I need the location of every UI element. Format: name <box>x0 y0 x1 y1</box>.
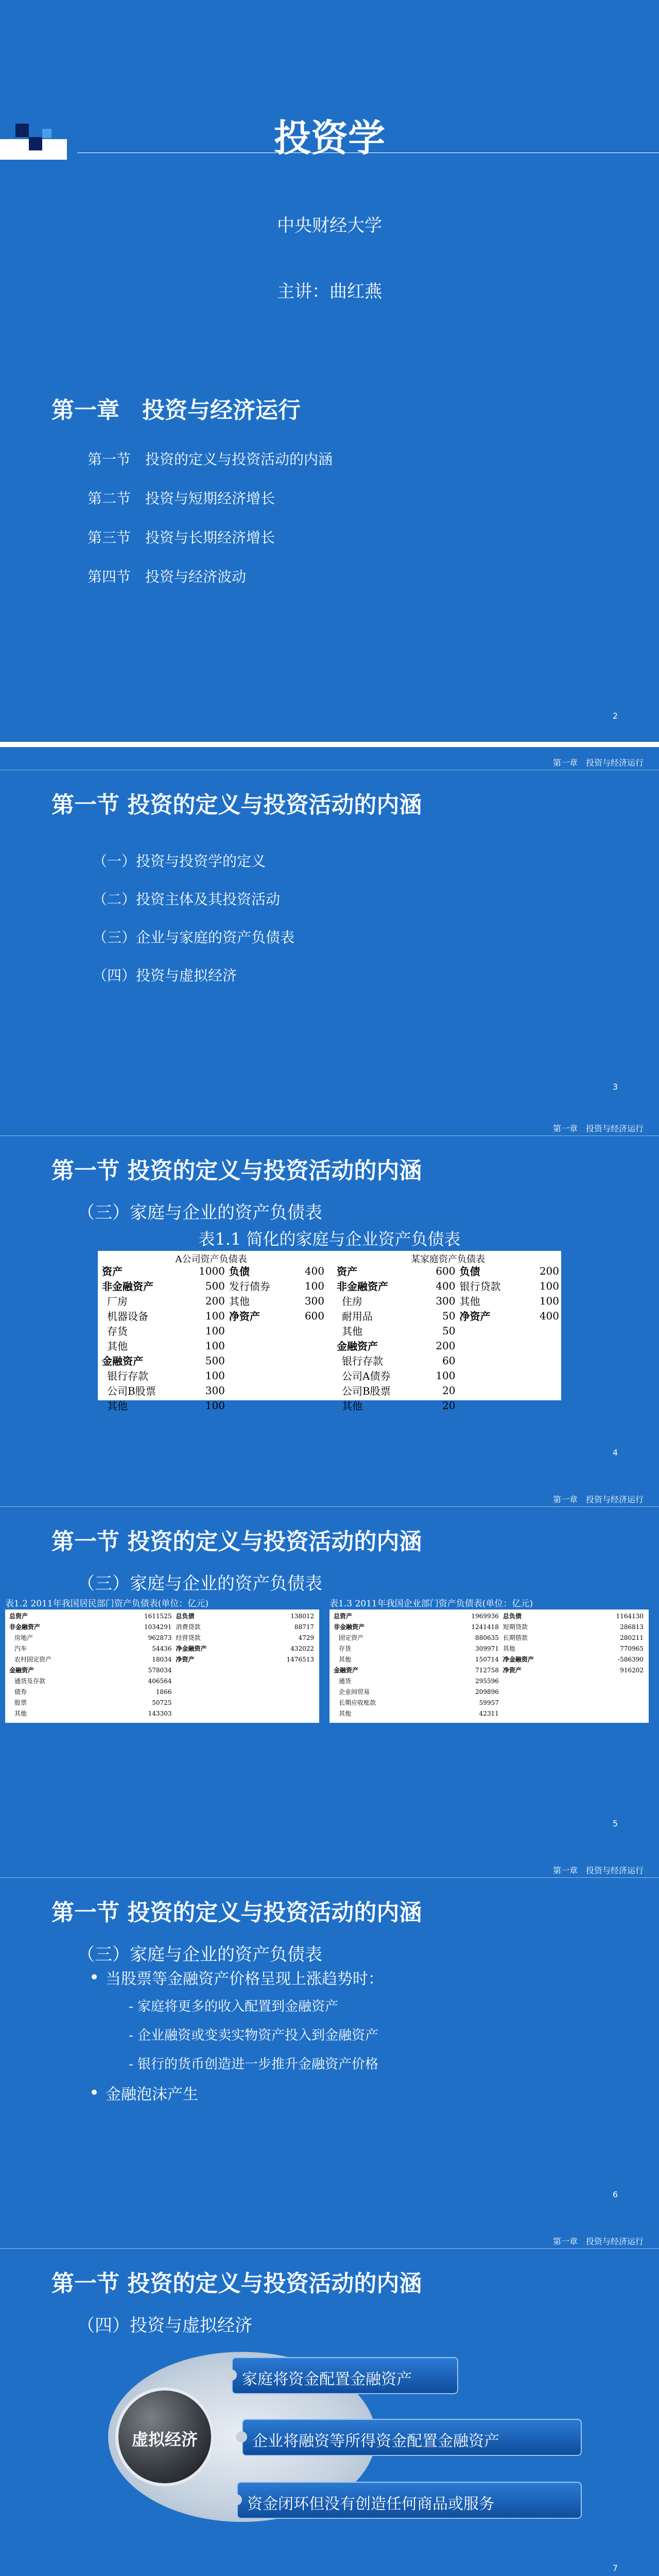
table-cell: 59957 <box>479 1699 499 1706</box>
table-row <box>335 1263 561 1278</box>
table-cell: 286813 <box>620 1623 644 1631</box>
company-sheet-header: A公司资产负债表 <box>175 1254 247 1265</box>
table-cell: 耐用品 <box>342 1310 373 1323</box>
table-cell <box>292 1383 326 1398</box>
table-cell: 100 <box>539 1279 559 1292</box>
table-cell <box>458 1353 526 1368</box>
table-cell: 非金融资产 <box>334 1623 365 1631</box>
table-row <box>7 1665 316 1675</box>
center-label: 虚拟经济 <box>131 2430 198 2449</box>
table-cell: 经营贷款 <box>176 1634 201 1641</box>
slide-gap <box>0 742 659 747</box>
table-row <box>335 1308 561 1323</box>
table-cell: 1164130 <box>616 1612 644 1620</box>
table-cell: 200 <box>436 1339 456 1352</box>
section-title: 第一节 投资的定义与投资活动的内涵 <box>51 2270 422 2297</box>
balance-sheet-panel <box>98 1251 561 1412</box>
table-cell: 通货 <box>339 1677 352 1685</box>
sub-bullet: - 银行的货币创造进一步推升金融资产价格 <box>129 2057 379 2072</box>
household-table-panel <box>5 1609 319 1723</box>
table-row <box>332 1697 646 1708</box>
table-cell: 1034291 <box>144 1623 172 1631</box>
household-caption: 表1.2 2011年我国居民部门资产负债表(单位：亿元) <box>5 1599 209 1609</box>
running-header: 第一章 投资与经济运行 <box>552 1866 644 1875</box>
table-cell <box>458 1383 526 1398</box>
table-cell: 资产 <box>102 1265 123 1278</box>
table-cell: 企业间贸易 <box>339 1688 370 1696</box>
table-cell: 银行存款 <box>107 1370 148 1382</box>
table-cell: 存货 <box>339 1645 352 1652</box>
table-cell: 短期贷款 <box>502 1623 528 1631</box>
table-cell: 股票 <box>14 1699 27 1706</box>
table-cell: 295596 <box>475 1677 499 1685</box>
table-row <box>335 1353 561 1368</box>
table-cell: 500 <box>205 1354 225 1367</box>
table-cell: 50 <box>442 1324 456 1337</box>
arrow-label: 企业将融资等所得资金配置金融资产 <box>252 2432 499 2450</box>
table-cell <box>174 1665 248 1675</box>
table-cell <box>292 1323 326 1338</box>
table-cell: 其他 <box>229 1295 250 1308</box>
table-cell <box>501 1708 577 1719</box>
table-row <box>100 1398 326 1413</box>
table-cell <box>227 1398 292 1413</box>
table-cell <box>577 1686 646 1697</box>
table-row <box>100 1263 326 1278</box>
table-row <box>7 1611 316 1621</box>
table-cell <box>577 1675 646 1686</box>
table-row <box>332 1632 646 1643</box>
table-row <box>335 1293 561 1308</box>
table-cell <box>577 1708 646 1719</box>
table-cell: 60 <box>442 1354 456 1367</box>
bullet-dot <box>92 2090 97 2095</box>
table-cell: 880635 <box>475 1634 499 1641</box>
table-cell: 负债 <box>459 1265 480 1278</box>
table-cell: 916202 <box>620 1666 644 1674</box>
arrow-dot <box>231 2494 242 2505</box>
subsection-title: （四）投资与虚拟经济 <box>77 2315 252 2336</box>
table-cell: 存货 <box>107 1325 128 1337</box>
arrow-dot <box>236 2431 247 2443</box>
table-cell: 42311 <box>479 1709 499 1717</box>
table-cell: 总资产 <box>9 1613 28 1620</box>
subsection-title: （三）家庭与企业的资产负债表 <box>77 1944 322 1965</box>
table-cell: 100 <box>205 1324 225 1337</box>
table-cell <box>577 1697 646 1708</box>
table-cell: 20 <box>442 1399 456 1412</box>
table-cell: 固定资产 <box>339 1634 364 1641</box>
table-cell: -586390 <box>618 1655 644 1663</box>
table-cell: 总资产 <box>334 1613 353 1620</box>
bullet-text: 金融泡沫产生 <box>106 2086 198 2104</box>
slide-title <box>0 0 659 371</box>
chapter-title: 第一章 投资与经济运行 <box>51 397 301 423</box>
table-cell <box>458 1368 526 1383</box>
table-cell: 非金融资产 <box>9 1623 41 1631</box>
table-cell: 150714 <box>475 1655 499 1663</box>
table-cell: 消费贷款 <box>176 1623 201 1631</box>
bullet-text: 当股票等金融资产价格呈现上涨趋势时： <box>106 1970 384 1988</box>
bullet-dot <box>92 1974 97 1979</box>
outline-item: （四）投资与虚拟经济 <box>93 967 237 984</box>
subsection-title: （三）家庭与企业的资产负债表 <box>77 1202 322 1223</box>
table-row <box>100 1308 326 1323</box>
table-cell: 净金融资产 <box>502 1656 534 1663</box>
table-cell: 54436 <box>152 1645 172 1652</box>
overview-item: 第二节 投资与短期经济增长 <box>88 490 275 507</box>
balance-table <box>332 1611 646 1719</box>
table-row <box>100 1338 326 1353</box>
table-row <box>332 1665 646 1675</box>
table-row <box>7 1708 316 1719</box>
table-row <box>100 1323 326 1338</box>
table-cell: 公司A债券 <box>342 1370 391 1382</box>
table-cell: 通货及存款 <box>14 1677 46 1685</box>
table-cell: 其他 <box>107 1400 128 1412</box>
table-cell: 88717 <box>294 1623 314 1631</box>
table-row <box>100 1353 326 1368</box>
table-cell: 净资产 <box>176 1656 195 1663</box>
table-cell <box>458 1323 526 1338</box>
table-cell: 长期借款 <box>502 1634 528 1641</box>
balance-table <box>7 1611 316 1719</box>
table-cell <box>249 1708 316 1719</box>
table-cell: 金融资产 <box>334 1667 359 1674</box>
section-title: 第一节 投资的定义与投资活动的内涵 <box>51 792 422 818</box>
table-cell: 300 <box>304 1294 324 1307</box>
table-row <box>332 1675 646 1686</box>
table-cell: 18034 <box>152 1655 172 1663</box>
table-row <box>332 1708 646 1719</box>
table-cell: 其他 <box>339 1656 352 1663</box>
table-cell <box>501 1686 577 1697</box>
table-cell <box>526 1353 561 1368</box>
table-cell: 432022 <box>290 1645 314 1652</box>
arrow-dot <box>226 2369 237 2381</box>
table-cell: 50725 <box>152 1699 172 1706</box>
table-row <box>7 1632 316 1643</box>
table-cell <box>526 1368 561 1383</box>
diagram <box>88 2336 602 2558</box>
table-cell <box>249 1665 316 1675</box>
table-row <box>332 1611 646 1621</box>
table-row <box>7 1654 316 1665</box>
table-row <box>335 1323 561 1338</box>
table-cell: 银行贷款 <box>459 1280 501 1293</box>
table-cell: 净资产 <box>229 1310 260 1323</box>
company-balance-table <box>100 1263 326 1413</box>
table-cell <box>526 1383 561 1398</box>
page-number: 6 <box>612 2190 618 2199</box>
table-cell: 100 <box>436 1369 456 1382</box>
table-cell: 资产 <box>337 1265 357 1278</box>
outline-item: （一）投资与投资学的定义 <box>93 853 266 870</box>
section-title: 第一节 投资的定义与投资活动的内涵 <box>51 1900 422 1926</box>
table-cell <box>174 1675 248 1686</box>
table-cell: 总负债 <box>502 1613 522 1620</box>
table-row <box>7 1686 316 1697</box>
table-cell: 金融资产 <box>102 1355 143 1367</box>
table-cell <box>227 1368 292 1383</box>
school-name: 中央财经大学 <box>277 215 382 236</box>
table-cell <box>292 1398 326 1413</box>
table-row <box>100 1368 326 1383</box>
family-sheet-header: 某家庭资产负债表 <box>411 1254 485 1265</box>
overview-item: 第一节 投资的定义与投资活动的内涵 <box>88 451 333 468</box>
section-title: 第一节 投资的定义与投资活动的内涵 <box>51 1158 422 1184</box>
table-cell: 209896 <box>475 1688 499 1696</box>
table-cell: 长期应收账款 <box>339 1699 376 1706</box>
table-cell: 400 <box>436 1279 456 1292</box>
table-row <box>7 1621 316 1632</box>
table-cell <box>249 1697 316 1708</box>
table-cell <box>501 1697 577 1708</box>
table-cell: 公司B股票 <box>107 1385 156 1397</box>
overview-item: 第四节 投资与经济波动 <box>88 568 247 585</box>
table-cell: 50 <box>442 1309 456 1322</box>
balance-table <box>335 1263 561 1413</box>
table-cell <box>501 1675 577 1686</box>
table-cell: 100 <box>539 1294 559 1307</box>
table-title: 表1.1 简化的家庭与企业资产负债表 <box>198 1229 461 1249</box>
table-cell <box>526 1338 561 1353</box>
table-cell <box>458 1338 526 1353</box>
table-cell: 600 <box>436 1264 456 1277</box>
table-row <box>7 1697 316 1708</box>
table-cell: 其他 <box>502 1645 515 1652</box>
outline-item: （二）投资主体及其投资活动 <box>93 891 281 908</box>
header-rule <box>0 1877 659 1878</box>
page-number: 3 <box>612 1082 618 1092</box>
table-cell: 200 <box>205 1294 225 1307</box>
table-cell: 400 <box>304 1264 324 1277</box>
page-number: 2 <box>612 711 618 721</box>
table-row <box>335 1368 561 1383</box>
subsection-title: （三）家庭与企业的资产负债表 <box>77 1573 322 1594</box>
table-cell: 300 <box>436 1294 456 1307</box>
table-cell <box>174 1697 248 1708</box>
sub-bullet: - 企业融资或变卖实物资产投入到金融资产 <box>129 2028 379 2043</box>
table-row <box>335 1278 561 1293</box>
table-cell: 其他 <box>107 1340 128 1352</box>
table-cell: 其他 <box>14 1710 27 1717</box>
table-row <box>7 1675 316 1686</box>
table-cell <box>227 1323 292 1338</box>
table-cell <box>174 1708 248 1719</box>
table-cell <box>227 1338 292 1353</box>
table-cell <box>227 1383 292 1398</box>
table-cell <box>292 1353 326 1368</box>
table-cell: 100 <box>205 1339 225 1352</box>
slide-section-outline <box>0 747 659 1118</box>
table-row <box>335 1338 561 1353</box>
table-cell <box>526 1398 561 1413</box>
table-row <box>100 1293 326 1308</box>
table-cell <box>227 1353 292 1368</box>
table-row <box>332 1621 646 1632</box>
slide-balance-sheet-national <box>0 1484 659 1855</box>
table-cell: 712758 <box>475 1666 499 1674</box>
outline-item: （三）企业与家庭的资产负债表 <box>93 929 295 946</box>
page-number: 5 <box>612 1819 618 1828</box>
table-cell: 银行存款 <box>342 1355 383 1367</box>
household-balance-table <box>7 1611 316 1719</box>
table-cell: 280211 <box>620 1634 644 1641</box>
running-header: 第一章 投资与经济运行 <box>552 1495 644 1504</box>
table-cell: 20 <box>442 1384 456 1397</box>
table-cell: 200 <box>539 1264 559 1277</box>
header-rule <box>0 2248 659 2249</box>
table-cell: 农村固定资产 <box>14 1656 52 1663</box>
deck-title: 投资学 <box>273 116 385 160</box>
table-cell: 143303 <box>148 1709 172 1717</box>
table-cell <box>249 1675 316 1686</box>
table-cell: 578034 <box>148 1666 172 1674</box>
table-cell: 其他 <box>342 1400 362 1412</box>
table-cell <box>292 1368 326 1383</box>
table-cell: 100 <box>304 1279 324 1292</box>
running-header: 第一章 投资与经济运行 <box>552 2236 644 2246</box>
table-cell: 公司B股票 <box>342 1385 391 1397</box>
table-cell: 300 <box>205 1384 225 1397</box>
table-row <box>332 1686 646 1697</box>
table-cell: 309971 <box>475 1645 499 1652</box>
table-cell: 金融资产 <box>337 1340 378 1352</box>
table-cell: 1000 <box>199 1264 225 1277</box>
table-cell: 其他 <box>459 1295 480 1308</box>
table-cell: 住房 <box>342 1295 362 1308</box>
table-cell: 1241418 <box>471 1623 499 1631</box>
arrow-label: 家庭将资金配置金融资产 <box>242 2370 412 2388</box>
table-cell: 1611525 <box>144 1612 172 1620</box>
table-cell: 厂房 <box>107 1295 128 1308</box>
slide-balance-sheet-simple <box>0 1113 659 1484</box>
table-cell: 962873 <box>148 1634 172 1641</box>
table-cell: 其他 <box>342 1325 362 1337</box>
running-header: 第一章 投资与经济运行 <box>552 758 644 768</box>
table-cell: 400 <box>539 1309 559 1322</box>
table-row <box>7 1643 316 1654</box>
balance-table <box>100 1263 326 1413</box>
table-row <box>100 1383 326 1398</box>
enterprise-balance-table <box>332 1611 646 1719</box>
table-cell: 138012 <box>290 1612 314 1620</box>
table-cell: 4729 <box>298 1634 314 1641</box>
enterprise-caption: 表1.3 2011年我国企业部门资产负债表(单位：亿元) <box>330 1599 533 1609</box>
table-cell: 非金融资产 <box>102 1280 153 1293</box>
table-cell <box>526 1323 561 1338</box>
table-cell: 100 <box>205 1369 225 1382</box>
header-rule <box>0 1506 659 1507</box>
table-cell: 1969936 <box>471 1612 499 1620</box>
table-cell <box>292 1338 326 1353</box>
table-cell: 1866 <box>155 1688 172 1696</box>
table-cell: 总负债 <box>176 1613 195 1620</box>
table-cell: 汽车 <box>14 1645 27 1652</box>
enterprise-table-panel <box>330 1609 649 1723</box>
page-number: 7 <box>612 2563 618 2573</box>
slide-financial-bubble <box>0 1855 659 2226</box>
slide-chapter-overview <box>0 371 659 742</box>
table-cell: 100 <box>205 1399 225 1412</box>
table-cell: 金融资产 <box>9 1667 34 1674</box>
speaker: 主讲：曲红燕 <box>277 281 382 302</box>
family-balance-table <box>335 1263 561 1413</box>
table-cell: 其他 <box>339 1710 352 1717</box>
section-title: 第一节 投资的定义与投资活动的内涵 <box>51 1529 422 1555</box>
table-row <box>335 1398 561 1413</box>
sub-bullet: - 家庭将更多的收入配置到金融资产 <box>129 1999 339 2014</box>
table-cell: 500 <box>205 1279 225 1292</box>
slide-virtual-economy-diagram <box>0 2226 659 2576</box>
table-cell: 房地产 <box>14 1634 33 1641</box>
table-cell: 100 <box>205 1309 225 1322</box>
table-row <box>332 1643 646 1654</box>
table-row <box>332 1654 646 1665</box>
table-cell: 负债 <box>229 1265 250 1278</box>
table-cell: 净金融资产 <box>176 1645 207 1652</box>
table-cell: 非金融资产 <box>337 1280 388 1293</box>
overview-item: 第三节 投资与长期经济增长 <box>88 529 275 546</box>
table-row <box>100 1278 326 1293</box>
table-cell: 机器设备 <box>107 1310 148 1323</box>
arrow-label: 资金闭环但没有创造任何商品或服务 <box>247 2495 494 2513</box>
page-number: 4 <box>612 1448 618 1458</box>
table-cell <box>458 1398 526 1413</box>
table-cell: 债券 <box>14 1688 27 1696</box>
table-cell: 406564 <box>148 1677 172 1685</box>
table-row <box>335 1383 561 1398</box>
table-cell <box>249 1686 316 1697</box>
running-header: 第一章 投资与经济运行 <box>552 1124 644 1133</box>
table-cell: 净资产 <box>502 1667 522 1674</box>
table-cell: 1476513 <box>286 1655 314 1663</box>
table-cell: 770965 <box>620 1645 644 1652</box>
table-cell: 净资产 <box>459 1310 491 1323</box>
table-cell: 600 <box>304 1309 324 1322</box>
table-cell <box>174 1686 248 1697</box>
table-cell: 发行债券 <box>229 1280 270 1293</box>
